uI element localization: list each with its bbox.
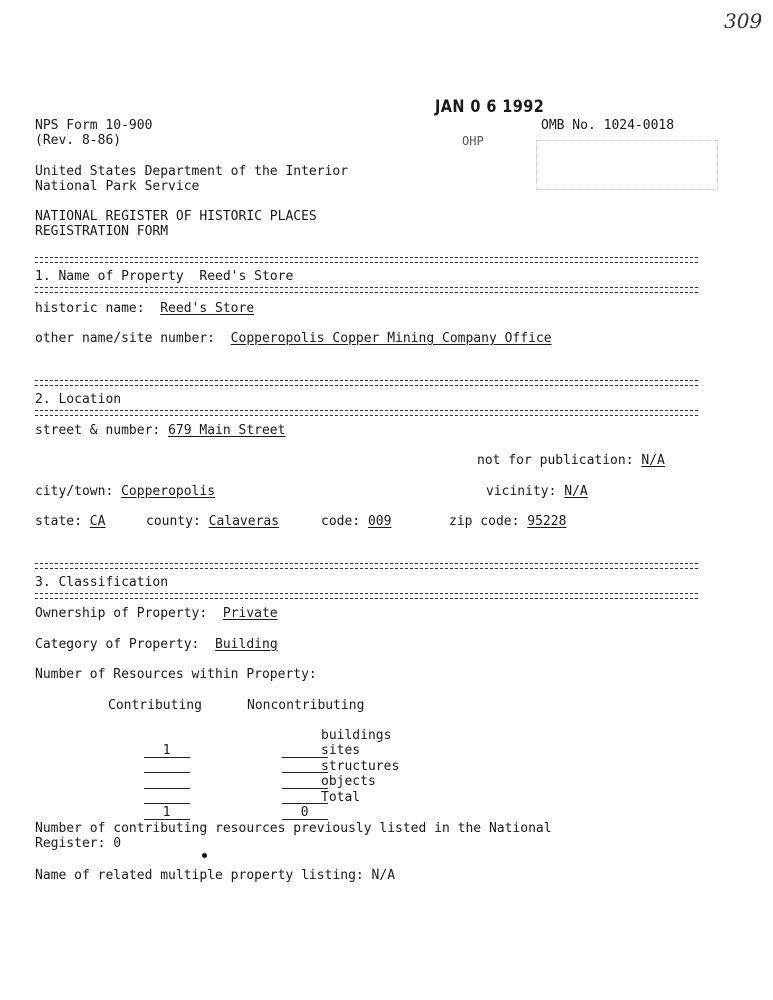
resource-label: objects [321,774,376,789]
ownership-value: Private [222,606,278,621]
multiple-property-listing: Name of related multiple property listing: N/A [35,868,396,883]
county-row: county: Calaveras [146,514,280,529]
register-title: NATIONAL REGISTER OF HISTORIC PLACES [35,209,317,224]
historic-name-value: Reed's Store [160,301,255,316]
received-date-stamp: JAN 0 6 1992 [435,97,545,117]
code-row: code: 009 [321,514,392,529]
contributing-count: 1 [144,805,190,820]
noncontributing-count: 0 [282,805,328,820]
zip-value: 95228 [527,514,567,529]
office-stamp: OHP [462,134,484,148]
service: National Park Service [35,179,200,194]
ink-dot [202,853,207,858]
resource-label: buildings [321,728,392,743]
not-for-publication-value: N/A [641,453,665,468]
page-number: 309 [724,9,763,33]
resources-label: Number of Resources within Property: [35,667,317,682]
resource-row [266,790,328,820]
state-value: CA [89,514,106,529]
section2-heading: 2. Location [35,392,122,407]
previously-listed-line2: Register: 0 [35,836,122,851]
category-value: Building [215,637,278,652]
city-row: city/town: Copperopolis [35,484,216,499]
form-title: REGISTRATION FORM [35,224,169,239]
section-divider [35,257,698,263]
faded-stamp-box [536,140,718,190]
other-name-value: Copperopolis Copper Mining Company Office [230,331,552,346]
resource-label: structures [321,759,400,774]
section-divider [35,410,698,416]
col-contributing: Contributing [108,698,202,713]
section1-heading-name: Reed's Store [199,269,294,284]
section-divider [35,380,698,386]
resource-label: Total [321,790,361,805]
vicinity-row: vicinity: N/A [486,484,588,499]
contributing-count: 1 [144,743,190,758]
street-value: 679 Main Street [168,423,286,438]
resource-label: sites [321,743,361,758]
code-value: 009 [367,514,392,529]
not-for-publication-row: not for publication: N/A [477,453,665,468]
section-divider [35,593,698,599]
previously-listed-line1: Number of contributing resources previously listed in the National [35,821,552,836]
street-row: street & number: 679 Main Street [35,423,286,438]
other-name-row: other name/site number: Copperopolis Copper Mining Company Office [35,331,552,346]
county-value: Calaveras [208,514,280,529]
state-row: state: CA [35,514,106,529]
section-divider [35,287,698,293]
form-id: NPS Form 10-900 [35,118,153,133]
form-revision: (Rev. 8-86) [35,133,122,148]
section1-heading: 1. Name of Property Reed's Store [35,269,294,284]
section3-heading: 3. Classification [35,575,169,590]
section-divider [35,563,698,569]
col-noncontributing: Noncontributing [247,698,365,713]
historic-name-row: historic name: Reed's Store [35,301,255,316]
city-value: Copperopolis [121,484,216,499]
omb-number: OMB No. 1024-0018 [541,118,675,133]
resource-row [128,790,190,820]
zip-row: zip code: 95228 [449,514,567,529]
department: United States Department of the Interior [35,164,349,179]
category-row: Category of Property: Building [35,637,278,652]
vicinity-value: N/A [564,484,588,499]
ownership-row: Ownership of Property: Private [35,606,278,621]
